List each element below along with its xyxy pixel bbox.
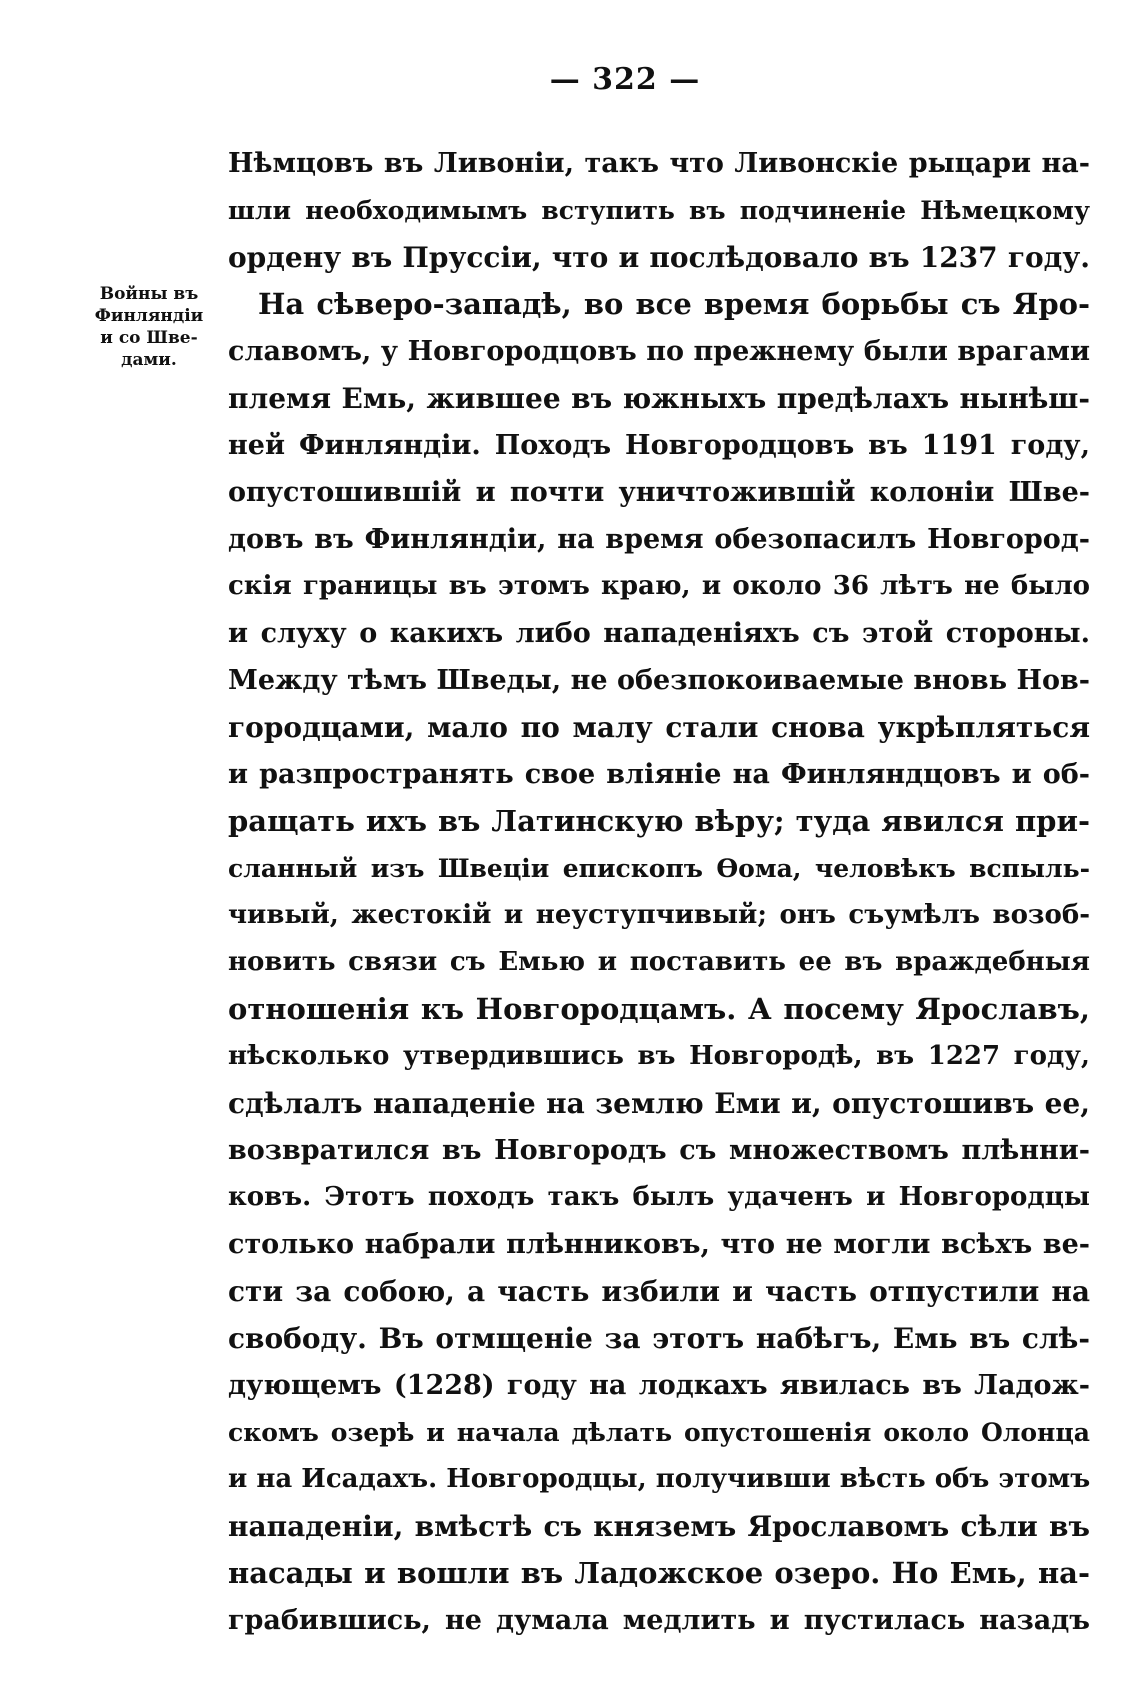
text-line: сти за собою, а часть избили и часть отпустили на bbox=[228, 1275, 1090, 1308]
text-line: городцами, мало по малу стали снова укрѣпляться bbox=[228, 711, 1090, 744]
page-number: — 322 — bbox=[549, 62, 701, 97]
text-line: и на Исадахъ. Новгородцы, получивши вѣсть объ этомъ bbox=[228, 1464, 1090, 1494]
margin-note-line: и со Шве- bbox=[100, 328, 198, 348]
text-line: скомъ озерѣ и начала дѣлать опустошенія около Олонца bbox=[228, 1418, 1090, 1447]
text-line: грабившись, не думала медлить и пустилась назадъ bbox=[228, 1605, 1090, 1636]
text-line: новить связи съ Емью и поставить ее въ враждебныя bbox=[228, 947, 1090, 977]
body-text bbox=[228, 140, 1090, 1644]
text-line: возвратился въ Новгородъ съ множествомъ плѣнни- bbox=[228, 1135, 1090, 1166]
text-line: шли необходимымъ вступить въ подчиненіе Нѣмецкому bbox=[228, 196, 1090, 225]
text-line: чивый, жестокій и неуступчивый; онъ съумѣлъ возоб- bbox=[228, 900, 1090, 930]
text-line: сдѣлалъ нападеніе на землю Еми и, опустошивъ ее, bbox=[228, 1087, 1090, 1120]
text-line: ращать ихъ въ Латинскую вѣру; туда явился при- bbox=[228, 804, 1090, 838]
margin-note-line: дами. bbox=[121, 350, 177, 370]
text-line: ней Финляндіи. Походъ Новгородцовъ въ 1191 году, bbox=[228, 430, 1090, 461]
text-line: На сѣверо-западѣ, во все время борьбы съ Яро- bbox=[258, 287, 1090, 321]
text-line: скія границы въ этомъ краю, и около 36 лѣтъ не было bbox=[228, 571, 1090, 601]
text-line: и разпространять свое вліяніе на Финляндцовъ и об- bbox=[228, 759, 1090, 790]
text-line: насады и вошли въ Ладожское озеро. Но Емь, на- bbox=[228, 1556, 1090, 1590]
text-line: нѣсколько утвердившись въ Новгородѣ, въ 1227 году, bbox=[228, 1041, 1090, 1071]
text-line: опустошившій и почти уничтожившій колоніи Шве- bbox=[228, 477, 1090, 508]
text-line: племя Емь, жившее въ южныхъ предѣлахъ нынѣш- bbox=[228, 382, 1090, 415]
text-line: отношенія къ Новгородцамъ. А посему Ярославъ, bbox=[228, 992, 1090, 1026]
margin-note-line: Финляндіи bbox=[94, 306, 204, 326]
text-line: нападеніи, вмѣстѣ съ княземъ Ярославомъ сѣли въ bbox=[228, 1510, 1090, 1543]
text-line: довъ въ Финляндіи, на время обезопасилъ Новгород- bbox=[228, 524, 1090, 555]
text-line: ковъ. Этотъ походъ такъ былъ удаченъ и Новгородцы bbox=[228, 1182, 1090, 1212]
text-line: Между тѣмъ Шведы, не обезпокоиваемые вновь Нов- bbox=[228, 665, 1090, 696]
margin-note-line: Войны въ bbox=[99, 284, 199, 304]
text-line: ордену въ Пруссіи, что и послѣдовало въ 1237 году. bbox=[228, 241, 1090, 274]
text-line: и слуху о какихъ либо нападеніяхъ съ этой стороны. bbox=[228, 618, 1090, 649]
text-line: столько набрали плѣнниковъ, что не могли всѣхъ ве- bbox=[228, 1229, 1090, 1260]
margin-note bbox=[84, 283, 214, 371]
text-line: сланный изъ Швеціи епископъ Ѳома, человѣкъ вспыль- bbox=[228, 854, 1090, 883]
text-line: дующемъ (1228) году на лодкахъ явилась въ Ладож- bbox=[228, 1370, 1090, 1401]
text-line: Нѣмцовъ въ Ливоніи, такъ что Ливонскіе рыцари на- bbox=[228, 148, 1090, 179]
text-line: славомъ, у Новгородцовъ по прежнему были врагами bbox=[228, 336, 1090, 367]
text-line: свободу. Въ отмщеніе за этотъ набѣгъ, Емь въ слѣ- bbox=[228, 1322, 1090, 1355]
